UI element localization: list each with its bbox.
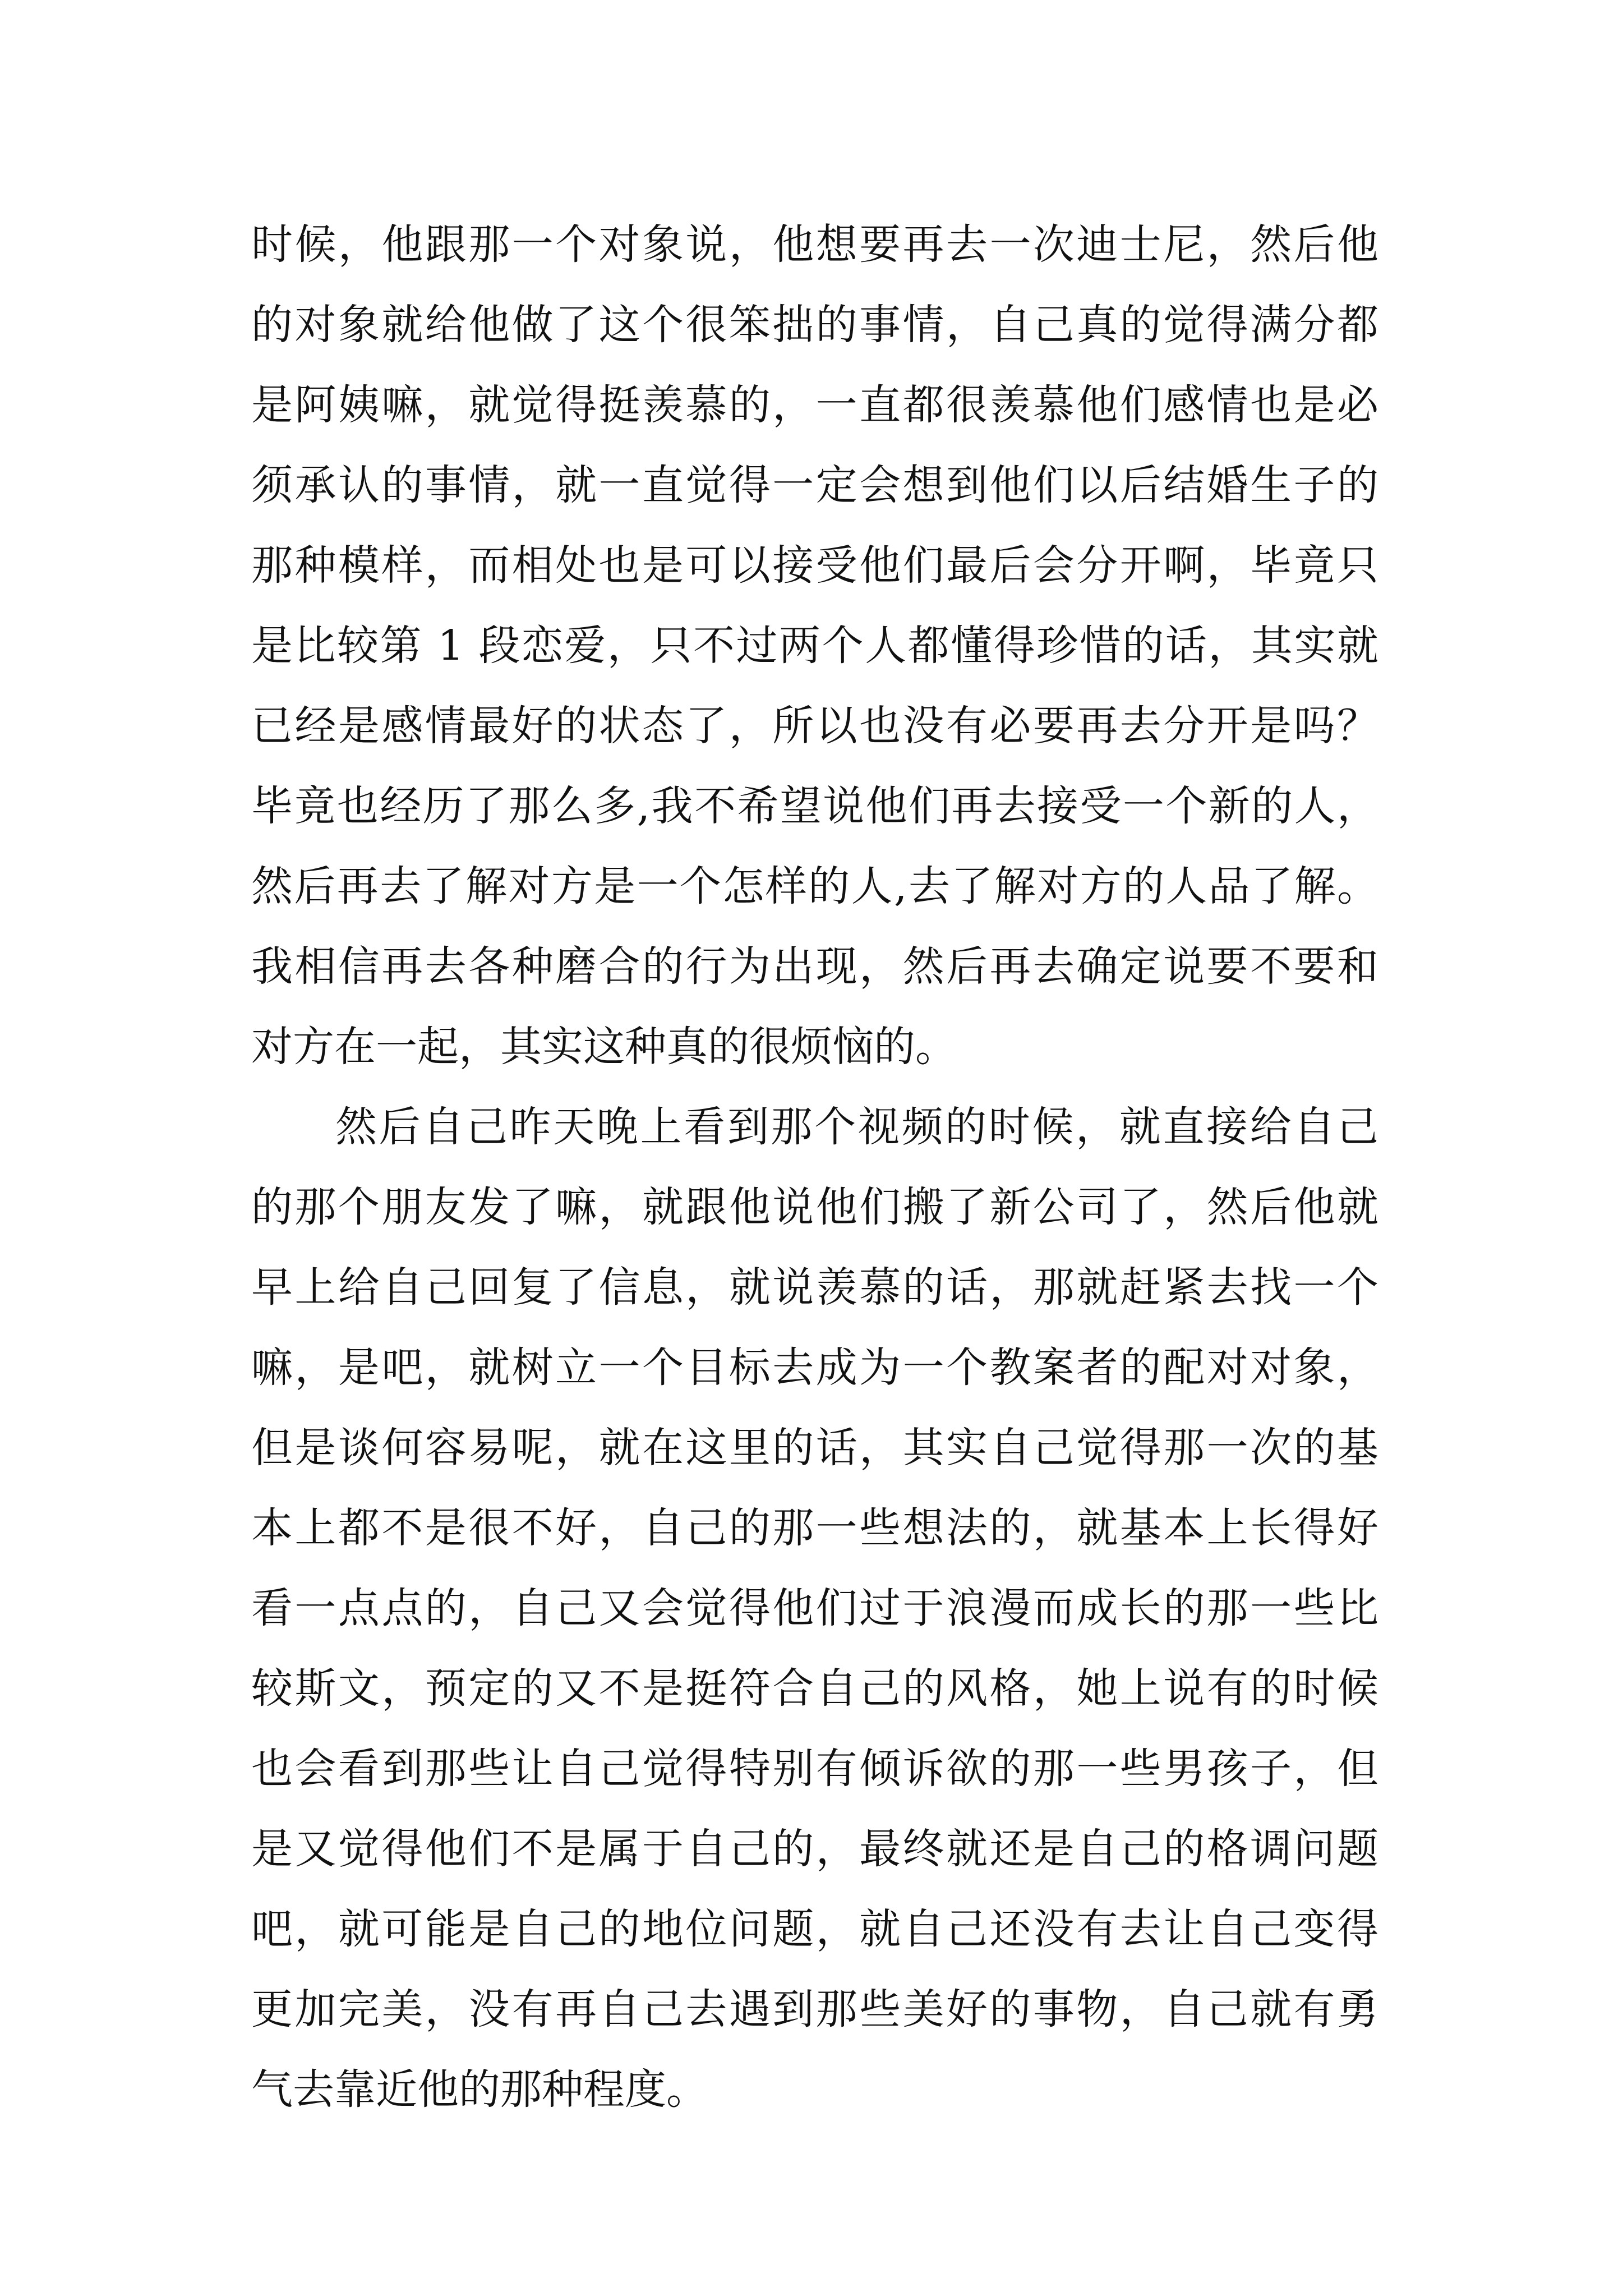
text-line: 更加完美，没有再自己去遇到那些美好的事物，自己就有勇 bbox=[251, 1985, 1378, 2033]
text-line: 也会看到那些让自己觉得特别有倾诉欲的那一些男孩子，但 bbox=[251, 1745, 1378, 1793]
text-line: 气去靠近他的那种程度。 bbox=[251, 2065, 708, 2114]
text-line: 那种模样，而相处也是可以接受他们最后会分开啊，毕竟只 bbox=[251, 541, 1378, 590]
text-line: 本上都不是很不好，自己的那一些想法的，就基本上长得好 bbox=[251, 1504, 1378, 1552]
text-line: 早上给自己回复了信息，就说羡慕的话，那就赶紧去找一个 bbox=[251, 1263, 1378, 1312]
text-line: 看一点点的，自己又会觉得他们过于浪漫而成长的那一些比 bbox=[251, 1584, 1378, 1632]
text-line: 较斯文，预定的又不是挺符合自己的风格，她上说有的时候 bbox=[251, 1664, 1378, 1713]
text-line: 是阿姨嘛，就觉得挺羡慕的，一直都很羡慕他们感情也是必 bbox=[251, 381, 1378, 429]
text-line: 须承认的事情，就一直觉得一定会想到他们以后结婚生子的 bbox=[251, 461, 1378, 509]
text-line: 已经是感情最好的状态了，所以也没有必要再去分开是吗？ bbox=[251, 702, 1378, 750]
text-line: 毕竟也经历了那么多,我不希望说他们再去接受一个新的人， bbox=[251, 782, 1378, 830]
text-line: 然后再去了解对方是一个怎样的人,去了解对方的人品了解。 bbox=[251, 862, 1378, 910]
paragraph-2 bbox=[251, 1087, 1378, 2130]
text-line: 但是谈何容易呢，就在这里的话，其实自己觉得那一次的基 bbox=[251, 1424, 1378, 1472]
text-line: 的那个朋友发了嘛，就跟他说他们搬了新公司了，然后他就 bbox=[251, 1183, 1378, 1231]
text-line: 对方在一起，其实这种真的很烦恼的。 bbox=[251, 1023, 957, 1071]
text-line: 嘛，是吧，就树立一个目标去成为一个教案者的配对对象， bbox=[251, 1343, 1378, 1392]
text-line: 是又觉得他们不是属于自己的，最终就还是自己的格调问题 bbox=[251, 1825, 1378, 1873]
text-line: 然后自己昨天晚上看到那个视频的时候，就直接给自己 bbox=[335, 1103, 1378, 1151]
paragraph-1 bbox=[251, 205, 1378, 1087]
text-line: 我相信再去各种磨合的行为出现，然后再去确定说要不要和 bbox=[251, 942, 1378, 991]
text-line: 吧，就可能是自己的地位问题，就自己还没有去让自己变得 bbox=[251, 1905, 1378, 1953]
document-body bbox=[251, 205, 1378, 2130]
text-line: 的对象就给他做了这个很笨拙的事情，自己真的觉得满分都 bbox=[251, 301, 1378, 349]
text-line: 时候，他跟那一个对象说，他想要再去一次迪士尼，然后他 bbox=[251, 220, 1378, 269]
text-line: 是比较第 1 段恋爱，只不过两个人都懂得珍惜的话，其实就 bbox=[251, 622, 1378, 670]
